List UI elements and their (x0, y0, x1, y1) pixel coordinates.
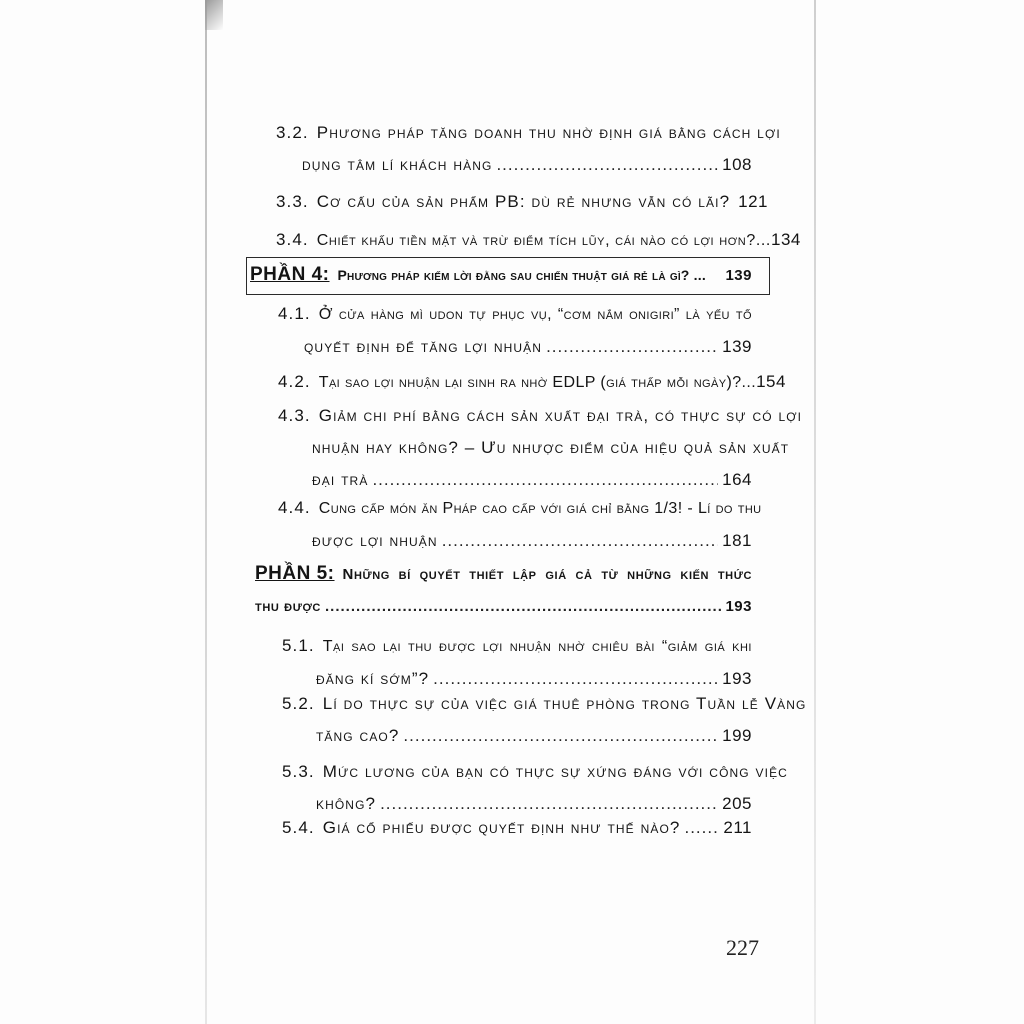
leader-dots (684, 812, 719, 844)
entry-number: 4.4. (278, 498, 311, 517)
toc-line (278, 432, 790, 464)
entry-number: 4.1. (278, 304, 311, 323)
page-left-edge (205, 0, 207, 1024)
toc-entry-5-1 (282, 630, 752, 695)
part-title: Phương pháp kiếm lời đằng sau chiến thuật giá rẻ là gì? ... (337, 267, 706, 283)
entry-title: Cơ cấu của sản phẩm PB: dù rẻ nhưng vẫn có lãi? (316, 192, 731, 211)
entry-number: 5.1. (282, 636, 315, 655)
page-ref: 211 (723, 818, 752, 837)
entry-number: 3.2. (276, 123, 309, 142)
toc-line (282, 756, 788, 788)
entry-title: Giá cổ phiếu được quyết định như thế nào? (322, 818, 681, 837)
part-label: PHẦN 4: (250, 264, 330, 285)
page-ref: 193 (722, 669, 752, 688)
toc-entry-5-2 (282, 688, 807, 752)
entry-title: Chiết khấu tiền mặt và trừ điểm tích lũy, cái nào có lợi hơn?... (316, 232, 771, 249)
toc-line (278, 331, 752, 363)
toc-entry-5-3 (282, 756, 788, 820)
page-ref: 108 (722, 155, 752, 174)
page-ref: 139 (725, 267, 752, 284)
toc-entry-3-3 (276, 186, 768, 218)
entry-number: 5.4. (282, 818, 315, 837)
entry-number: 4.3. (278, 406, 311, 425)
toc-part-5 (255, 558, 752, 623)
part-label: PHẦN 5: (255, 563, 335, 584)
toc-entry-3-2 (276, 117, 781, 181)
toc-line (278, 492, 762, 525)
entry-title-cont: nhuận hay không? – Ưu nhược điểm của hiệu quả sản xuất (312, 438, 790, 457)
toc-line (282, 630, 752, 663)
page-ref: 164 (722, 470, 752, 489)
toc-line (250, 260, 752, 291)
part-title-cont: thu được (255, 598, 321, 615)
entry-number: 3.4. (276, 230, 309, 249)
entry-title-cont: đại trà (312, 470, 369, 489)
entry-title: Phương pháp tăng doanh thu nhờ định giá bằng cách lợi (316, 123, 781, 142)
part-title: Những bí quyết thiết lập giá cả từ những kiến thức (342, 566, 752, 583)
toc-line (276, 117, 781, 149)
entry-title-cont: được lợi nhuận (312, 531, 438, 550)
entry-title: Giảm chi phí bằng cách sản xuất đại trà, có thực sự có lợi (318, 406, 803, 425)
toc-line (255, 591, 752, 623)
entry-title-cont: dụng tâm lí khách hàng (302, 155, 493, 174)
entry-title: Ở cửa hàng mì udon tự phục vụ, “cơm nắm onigiri” là yếu tố (318, 306, 752, 323)
toc-line (276, 149, 752, 181)
toc-line (282, 720, 752, 752)
leader-dots (403, 720, 718, 752)
leader-dots (442, 525, 718, 557)
toc-line (278, 525, 752, 557)
entry-title-cont: đăng kí sớm”? (316, 669, 430, 688)
toc-entry-4-2 (278, 366, 786, 399)
leader-dots (496, 149, 718, 181)
page-number: 227 (726, 935, 759, 960)
entry-title-cont: tăng cao? (316, 726, 400, 745)
entry-number: 3.3. (276, 192, 309, 211)
page-ref: 199 (722, 726, 752, 745)
entry-title: Mức lương của bạn có thực sự xứng đáng với công việc (322, 762, 788, 781)
page-corner-shadow (205, 0, 223, 30)
leader-dots (546, 331, 718, 363)
toc-line (282, 812, 752, 844)
entry-title: Cung cấp món ăn Pháp cao cấp với giá chỉ bằng 1/3! - Lí do thu (318, 500, 762, 517)
leader-dots (325, 591, 721, 623)
page-ref: 139 (722, 337, 752, 356)
page-ref: 193 (725, 598, 752, 615)
entry-title: Tại sao lại thu được lợi nhuận nhờ chiêu bài “giảm giá khi (322, 638, 752, 655)
page-ref: 121 (738, 192, 768, 211)
toc-line (278, 298, 752, 331)
toc-line (276, 224, 801, 257)
entry-title-cont: không? (316, 794, 377, 813)
page-right-edge (814, 0, 816, 1024)
toc-line (278, 366, 786, 399)
toc-part-4 (250, 260, 752, 291)
toc-line (278, 400, 803, 432)
entry-title-cont: quyết định để tăng lợi nhuận (304, 337, 543, 356)
entry-title: Tại sao lợi nhuận lại sinh ra nhờ EDLP (giá thấp mỗi ngày)?... (318, 374, 757, 391)
page-ref: 154 (756, 372, 786, 391)
entry-title: Lí do thực sự của việc giá thuê phòng trong Tuần lễ Vàng (322, 694, 807, 713)
toc-line (276, 186, 768, 218)
toc-entry-5-4 (282, 812, 752, 844)
page-ref: 205 (722, 794, 752, 813)
entry-number: 4.2. (278, 372, 311, 391)
toc-line (255, 558, 752, 591)
toc-entry-4-1 (278, 298, 752, 363)
toc-entry-4-3 (278, 400, 803, 496)
page-ref: 134 (770, 230, 801, 249)
toc-entry-3-4 (276, 224, 801, 257)
page-ref: 181 (722, 531, 752, 550)
entry-number: 5.2. (282, 694, 315, 713)
entry-number: 5.3. (282, 762, 315, 781)
toc-line (282, 688, 807, 720)
toc-entry-4-4 (278, 492, 762, 557)
